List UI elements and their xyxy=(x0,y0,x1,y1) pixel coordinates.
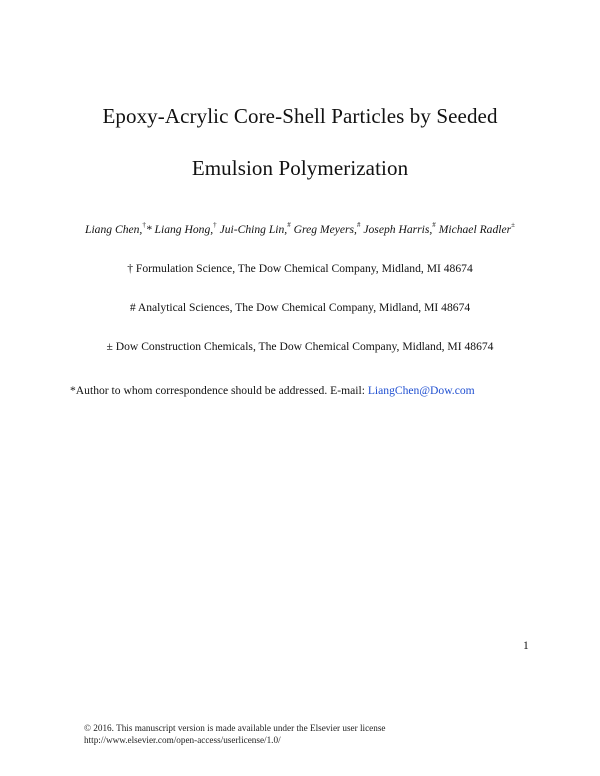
license-url[interactable]: http://www.elsevier.com/open-access/userlicense/1.0/ xyxy=(84,735,281,745)
affiliation-analytical-sciences: # Analytical Sciences, The Dow Chemical Company, Midland, MI 48674 xyxy=(129,301,471,314)
correspondence-note xyxy=(70,384,475,397)
affiliation-construction-chemicals: ± Dow Construction Chemicals, The Dow Chemical Company, Midland, MI 48674 xyxy=(106,340,494,353)
title-line-2: Emulsion Polymerization xyxy=(191,156,409,180)
correspondence-text: *Author to whom correspondence should be addressed. E-mail: xyxy=(70,384,368,397)
email-link[interactable]: LiangChen@Dow.com xyxy=(367,384,475,397)
author: Greg Meyers,# xyxy=(293,221,361,236)
author: Liang Hong,† xyxy=(154,221,217,236)
title-line-1: Epoxy-Acrylic Core-Shell Particles by Seeded xyxy=(102,104,498,128)
author-list xyxy=(0,222,600,236)
affiliation-formulation-science: † Formulation Science, The Dow Chemical Company, Midland, MI 48674 xyxy=(127,262,473,275)
author: Liang Chen,†* xyxy=(85,221,152,236)
author: Michael Radler± xyxy=(438,221,515,236)
author: Joseph Harris,# xyxy=(363,221,436,236)
author: Jui-Ching Lin,# xyxy=(219,221,291,236)
page-number: 1 xyxy=(523,639,529,652)
license-notice: © 2016. This manuscript version is made available under the Elsevier user license xyxy=(84,723,386,733)
